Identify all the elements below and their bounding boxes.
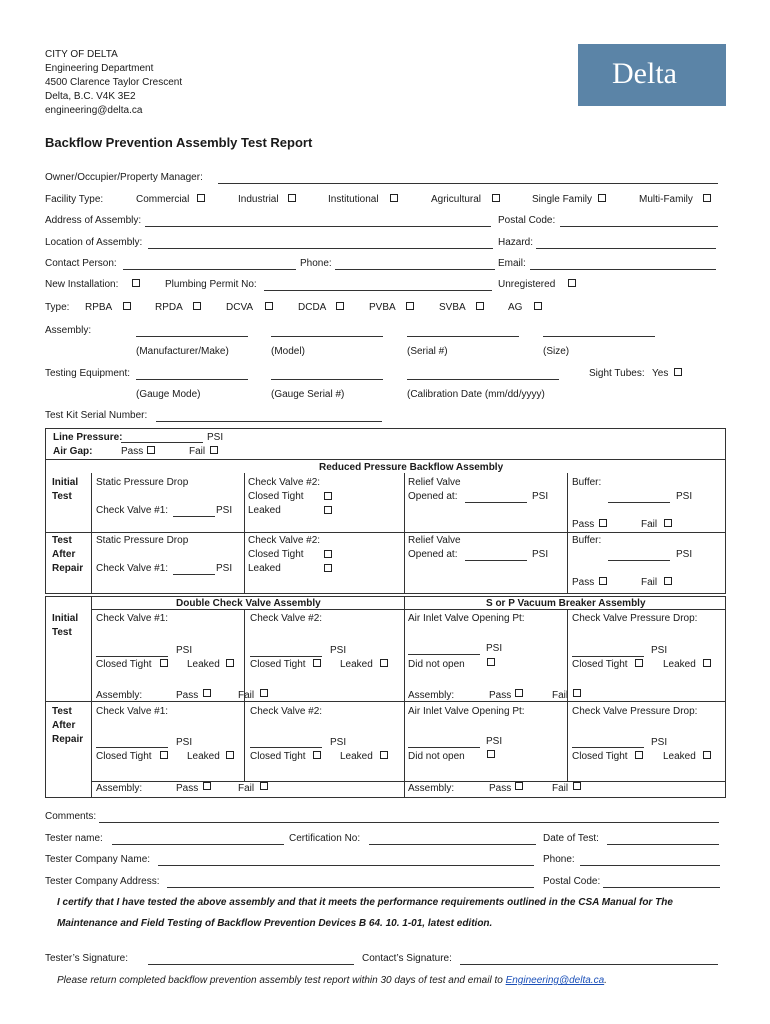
rp2-cv1-psi: PSI xyxy=(216,563,233,574)
line-pressure-field[interactable] xyxy=(121,441,203,443)
certify-line-1: I certify that I have tested the above assembly and that it meets the performance requirements outlined in the CSA Manual for The xyxy=(57,897,673,908)
sv2-leaked: Leaked xyxy=(663,751,696,762)
header-dept: Engineering Department xyxy=(45,63,154,74)
sv-title: S or P Vacuum Breaker Assembly xyxy=(486,598,646,609)
rp2-check-valve-1: Check Valve #1: xyxy=(96,563,169,574)
dc2-check-valve-2: Check Valve #2: xyxy=(250,706,323,717)
dc-cv2-leaked: Leaked xyxy=(340,659,373,670)
facility-type-label: Facility Type: xyxy=(45,194,104,205)
calibration-date-field[interactable] xyxy=(407,378,559,380)
rp-title: Reduced Pressure Backflow Assembly xyxy=(319,462,504,473)
company-postal-field[interactable] xyxy=(603,886,720,888)
plumbing-permit-label: Plumbing Permit No: xyxy=(165,279,257,290)
sv2-air-inlet-psi: PSI xyxy=(486,736,503,747)
dc-cv2-psi: PSI xyxy=(330,645,347,656)
rp-opened-at-field[interactable] xyxy=(465,501,527,503)
header-address: 4500 Clarence Taylor Crescent xyxy=(45,77,183,88)
facility-institutional: Institutional xyxy=(328,194,379,205)
assembly-size-field[interactable] xyxy=(543,335,655,337)
plumbing-permit-field[interactable] xyxy=(264,289,492,291)
facility-multi-family: Multi-Family xyxy=(639,194,693,205)
rp2-opened-psi: PSI xyxy=(532,549,549,560)
header-email: engineering@delta.ca xyxy=(45,105,143,116)
rp-closed-tight: Closed Tight xyxy=(248,491,304,502)
company-phone-field[interactable] xyxy=(580,864,720,866)
type-rpda-checkbox[interactable] xyxy=(193,302,201,310)
dc-title: Double Check Valve Assembly xyxy=(176,598,321,609)
dc2-pass: Pass xyxy=(176,783,199,794)
tester-signature-field[interactable] xyxy=(148,963,354,965)
page-title: Backflow Prevention Assembly Test Report xyxy=(45,135,313,150)
rp-initial-label-2: Test xyxy=(52,491,72,502)
dc2-assembly: Assembly: xyxy=(96,783,143,794)
caption-size: (Size) xyxy=(543,346,570,357)
tester-name-field[interactable] xyxy=(112,843,284,845)
contact-signature-field[interactable] xyxy=(460,963,718,965)
sv2-did-not-open: Did not open xyxy=(408,751,465,762)
rp2-opened-at: Opened at: xyxy=(408,549,458,560)
rp2-cv1-field[interactable] xyxy=(173,573,215,575)
sv-air-inlet: Air Inlet Valve Opening Pt: xyxy=(408,613,525,624)
type-rpda: RPDA xyxy=(155,302,183,313)
rp2-leaked-checkbox[interactable] xyxy=(324,564,332,572)
caption-calibration-date: (Calibration Date (mm/dd/yyyy) xyxy=(407,389,545,400)
rp-cv1-psi: PSI xyxy=(216,505,233,516)
comments-field[interactable] xyxy=(99,821,719,823)
sv2-air-inlet: Air Inlet Valve Opening Pt: xyxy=(408,706,525,717)
rp-fail: Fail xyxy=(641,519,658,530)
air-gap-fail-checkbox[interactable] xyxy=(210,446,218,454)
email-field[interactable] xyxy=(530,268,716,270)
sv2-cv-drop-field[interactable] xyxy=(572,746,644,748)
rp-after-label-2: After xyxy=(52,549,76,560)
gauge-mode-field[interactable] xyxy=(136,378,248,380)
type-pvba: PVBA xyxy=(369,302,396,313)
rp-static-drop: Static Pressure Drop xyxy=(96,477,189,488)
dc-pass: Pass xyxy=(176,690,199,701)
type-dcva-checkbox[interactable] xyxy=(265,302,273,310)
certify-line-2: Maintenance and Field Testing of Backflow Prevention Devices B 64. 10. 1-01, latest edition. xyxy=(57,918,493,929)
sv2-pass: Pass xyxy=(489,783,512,794)
line-pressure-label: Line Pressure: xyxy=(53,432,123,443)
type-rpba-checkbox[interactable] xyxy=(123,302,131,310)
rp-opened-at: Opened at: xyxy=(408,491,458,502)
dc-cv1-leaked-checkbox[interactable] xyxy=(226,659,234,667)
hazard-label: Hazard: xyxy=(498,237,534,248)
dc2-cv2-field[interactable] xyxy=(250,746,322,748)
owner-label: Owner/Occupier/Property Manager: xyxy=(45,172,203,183)
type-svba-checkbox[interactable] xyxy=(476,302,484,310)
sv-closed-tight-checkbox[interactable] xyxy=(635,659,643,667)
assembly-model-field[interactable] xyxy=(271,335,383,337)
dc-initial-label-2: Test xyxy=(52,627,72,638)
dc2-cv2-closed-tight-checkbox[interactable] xyxy=(313,751,321,759)
rp-buffer-psi: PSI xyxy=(676,491,693,502)
rp-after-label-1: Test xyxy=(52,535,72,546)
sv2-cv-drop-psi: PSI xyxy=(651,737,668,748)
rp2-static-drop: Static Pressure Drop xyxy=(96,535,189,546)
rp-buffer: Buffer: xyxy=(572,477,602,488)
tester-name-label: Tester name: xyxy=(45,833,103,844)
dc-check-valve-2: Check Valve #2: xyxy=(250,613,323,624)
postal-code-label: Postal Code: xyxy=(498,215,556,226)
line-pressure-psi: PSI xyxy=(207,432,224,443)
hazard-field[interactable] xyxy=(536,247,716,249)
rp2-buffer: Buffer: xyxy=(572,535,602,546)
sv-pass: Pass xyxy=(489,690,512,701)
dc2-cv2-leaked: Leaked xyxy=(340,751,373,762)
test-kit-label: Test Kit Serial Number: xyxy=(45,410,148,421)
rp-after-label-3: Repair xyxy=(52,563,84,574)
facility-industrial: Industrial xyxy=(238,194,279,205)
type-pvba-checkbox[interactable] xyxy=(406,302,414,310)
type-ag-checkbox[interactable] xyxy=(534,302,542,310)
sight-tubes-yes: Yes xyxy=(652,368,669,379)
dc-cv2-leaked-checkbox[interactable] xyxy=(380,659,388,667)
caption-model: (Model) xyxy=(271,346,305,357)
sv-air-inlet-field[interactable] xyxy=(408,653,480,655)
rp-check-valve-2: Check Valve #2: xyxy=(248,477,321,488)
dc2-cv2-psi: PSI xyxy=(330,737,347,748)
type-svba: SVBA xyxy=(439,302,466,313)
sv-fail-checkbox[interactable] xyxy=(573,689,581,697)
rp2-pass-checkbox[interactable] xyxy=(599,577,607,585)
caption-gauge-serial: (Gauge Serial #) xyxy=(271,389,345,400)
new-installation-checkbox[interactable] xyxy=(132,279,140,287)
rp-leaked-checkbox[interactable] xyxy=(324,506,332,514)
contact-signature-label: Contact’s Signature: xyxy=(362,953,452,964)
dc-cv2-closed-tight: Closed Tight xyxy=(250,659,306,670)
company-phone-label: Phone: xyxy=(543,854,575,865)
rp-relief-valve: Relief Valve xyxy=(408,477,461,488)
certification-label: Certification No: xyxy=(289,833,361,844)
assembly-make-field[interactable] xyxy=(136,335,248,337)
comments-label: Comments: xyxy=(45,811,97,822)
company-address-label: Tester Company Address: xyxy=(45,876,160,887)
sv-leaked: Leaked xyxy=(663,659,696,670)
date-of-test-label: Date of Test: xyxy=(543,833,599,844)
sv-cv-drop-psi: PSI xyxy=(651,645,668,656)
sv-leaked-checkbox[interactable] xyxy=(703,659,711,667)
sv-closed-tight: Closed Tight xyxy=(572,659,628,670)
sight-tubes-label: Sight Tubes: xyxy=(589,368,645,379)
facility-single-family-checkbox[interactable] xyxy=(598,194,606,202)
facility-agricultural: Agricultural xyxy=(431,194,482,205)
dc-cv2-closed-tight-checkbox[interactable] xyxy=(313,659,321,667)
dc-cv1-leaked: Leaked xyxy=(187,659,220,670)
air-gap-pass-checkbox[interactable] xyxy=(147,446,155,454)
sv-pass-checkbox[interactable] xyxy=(515,689,523,697)
dc2-pass-checkbox[interactable] xyxy=(203,782,211,790)
dc-after-label-3: Repair xyxy=(52,734,84,745)
rp2-fail: Fail xyxy=(641,577,658,588)
sv2-did-not-open-checkbox[interactable] xyxy=(487,750,495,758)
rp-cv1-field[interactable] xyxy=(173,515,215,517)
rp-check-valve-1: Check Valve #1: xyxy=(96,505,169,516)
rp-closed-tight-checkbox[interactable] xyxy=(324,492,332,500)
assembly-serial-field[interactable] xyxy=(407,335,519,337)
dc-fail: Fail xyxy=(238,690,255,701)
email-label: Email: xyxy=(498,258,526,269)
rp-opened-psi: PSI xyxy=(532,491,549,502)
sv2-pass-checkbox[interactable] xyxy=(515,782,523,790)
dc-cv1-field[interactable] xyxy=(96,655,168,657)
facility-commercial-checkbox[interactable] xyxy=(197,194,205,202)
dc2-fail: Fail xyxy=(238,783,255,794)
type-dcva: DCVA xyxy=(226,302,254,313)
facility-multi-family-checkbox[interactable] xyxy=(703,194,711,202)
sv-fail: Fail xyxy=(552,690,569,701)
location-label: Location of Assembly: xyxy=(45,237,143,248)
contact-field[interactable] xyxy=(123,268,296,270)
dc2-cv1-closed-tight-checkbox[interactable] xyxy=(160,751,168,759)
sv2-check-valve-drop: Check Valve Pressure Drop: xyxy=(572,706,698,717)
rp-leaked: Leaked xyxy=(248,505,281,516)
air-gap-pass: Pass xyxy=(121,446,144,457)
address-field[interactable] xyxy=(145,225,491,227)
facility-industrial-checkbox[interactable] xyxy=(288,194,296,202)
dc-sv-table xyxy=(45,596,726,798)
assembly-label: Assembly: xyxy=(45,325,92,336)
type-rpba: RPBA xyxy=(85,302,113,313)
rp-fail-checkbox[interactable] xyxy=(664,519,672,527)
dc-cv1-psi: PSI xyxy=(176,645,193,656)
sv-assembly: Assembly: xyxy=(408,690,455,701)
tester-company-label: Tester Company Name: xyxy=(45,854,151,865)
dc2-cv2-closed-tight: Closed Tight xyxy=(250,751,306,762)
rp-pass-checkbox[interactable] xyxy=(599,519,607,527)
caption-serial: (Serial #) xyxy=(407,346,448,357)
dc2-cv2-leaked-checkbox[interactable] xyxy=(380,751,388,759)
sv2-leaked-checkbox[interactable] xyxy=(703,751,711,759)
dc-cv1-closed-tight-checkbox[interactable] xyxy=(160,659,168,667)
test-kit-field[interactable] xyxy=(156,420,382,422)
dc2-cv1-leaked: Leaked xyxy=(187,751,220,762)
owner-field[interactable] xyxy=(218,182,718,184)
sv2-air-inlet-field[interactable] xyxy=(408,746,480,748)
rp2-closed-tight: Closed Tight xyxy=(248,549,304,560)
sv-cv-drop-field[interactable] xyxy=(572,655,644,657)
rp-initial-label-1: Initial xyxy=(52,477,79,488)
location-field[interactable] xyxy=(148,247,493,249)
sv2-closed-tight: Closed Tight xyxy=(572,751,628,762)
rp2-closed-tight-checkbox[interactable] xyxy=(324,550,332,558)
unregistered-checkbox[interactable] xyxy=(568,279,576,287)
rp2-fail-checkbox[interactable] xyxy=(664,577,672,585)
return-note-end: . xyxy=(604,975,607,986)
certification-field[interactable] xyxy=(369,843,536,845)
phone-label: Phone: xyxy=(300,258,332,269)
facility-single-family: Single Family xyxy=(532,194,593,205)
sv-air-inlet-psi: PSI xyxy=(486,643,503,654)
sv2-fail: Fail xyxy=(552,783,569,794)
rp2-opened-at-field[interactable] xyxy=(465,559,527,561)
type-dcda: DCDA xyxy=(298,302,327,313)
rp-pass: Pass xyxy=(572,519,595,530)
header-org: CITY OF DELTA xyxy=(45,49,118,60)
facility-agricultural-checkbox[interactable] xyxy=(492,194,500,202)
dc2-cv1-closed-tight: Closed Tight xyxy=(96,751,152,762)
dc-after-label-1: Test xyxy=(52,706,72,717)
dc2-cv1-psi: PSI xyxy=(176,737,193,748)
caption-make: (Manufacturer/Make) xyxy=(136,346,229,357)
sv-did-not-open-checkbox[interactable] xyxy=(487,658,495,666)
dc-fail-checkbox[interactable] xyxy=(260,689,268,697)
dc-after-label-2: After xyxy=(52,720,76,731)
dc2-cv1-leaked-checkbox[interactable] xyxy=(226,751,234,759)
type-dcda-checkbox[interactable] xyxy=(336,302,344,310)
unregistered-label: Unregistered xyxy=(498,279,556,290)
dc-check-valve-1: Check Valve #1: xyxy=(96,613,169,624)
testing-equipment-label: Testing Equipment: xyxy=(45,368,131,379)
date-of-test-field[interactable] xyxy=(607,843,719,845)
rp2-buffer-psi: PSI xyxy=(676,549,693,560)
type-label: Type: xyxy=(45,302,70,313)
dc2-cv1-field[interactable] xyxy=(96,746,168,748)
facility-commercial: Commercial xyxy=(136,194,190,205)
gauge-serial-field[interactable] xyxy=(271,378,383,380)
phone-field[interactable] xyxy=(335,268,495,270)
rp2-relief-valve: Relief Valve xyxy=(408,535,461,546)
dc-cv2-field[interactable] xyxy=(250,655,322,657)
return-email-link[interactable]: Engineering@delta.ca xyxy=(505,975,605,986)
company-address-field[interactable] xyxy=(167,886,534,888)
new-installation-label: New Installation: xyxy=(45,279,119,290)
sv-check-valve-drop: Check Valve Pressure Drop: xyxy=(572,613,698,624)
delta-logo-text: Delta xyxy=(612,57,677,90)
sv2-closed-tight-checkbox[interactable] xyxy=(635,751,643,759)
tester-signature-label: Tester’s Signature: xyxy=(45,953,129,964)
company-postal-label: Postal Code: xyxy=(543,876,601,887)
return-note-text: Please return completed backflow prevention assembly test report within 30 days of test and email to xyxy=(57,975,503,986)
dc-initial-label-1: Initial xyxy=(52,613,79,624)
dc2-check-valve-1: Check Valve #1: xyxy=(96,706,169,717)
contact-label: Contact Person: xyxy=(45,258,117,269)
type-ag: AG xyxy=(508,302,523,313)
rp-buffer-field[interactable] xyxy=(608,501,670,503)
header-city: Delta, B.C. V4K 3E2 xyxy=(45,91,136,102)
return-note xyxy=(57,975,607,987)
postal-code-field[interactable] xyxy=(560,225,718,227)
dc-assembly: Assembly: xyxy=(96,690,143,701)
rp2-check-valve-2: Check Valve #2: xyxy=(248,535,321,546)
air-gap-label: Air Gap: xyxy=(53,446,93,457)
address-label: Address of Assembly: xyxy=(45,215,142,226)
facility-institutional-checkbox[interactable] xyxy=(390,194,398,202)
sv-did-not-open: Did not open xyxy=(408,659,465,670)
sv2-fail-checkbox[interactable] xyxy=(573,782,581,790)
dc-pass-checkbox[interactable] xyxy=(203,689,211,697)
sight-tubes-checkbox[interactable] xyxy=(674,368,682,376)
rp2-leaked: Leaked xyxy=(248,563,281,574)
rp2-pass: Pass xyxy=(572,577,595,588)
tester-company-field[interactable] xyxy=(158,864,534,866)
dc-cv1-closed-tight: Closed Tight xyxy=(96,659,152,670)
rp2-buffer-field[interactable] xyxy=(608,559,670,561)
air-gap-fail: Fail xyxy=(189,446,206,457)
sv2-assembly: Assembly: xyxy=(408,783,455,794)
dc2-fail-checkbox[interactable] xyxy=(260,782,268,790)
caption-gauge-mode: (Gauge Mode) xyxy=(136,389,201,400)
